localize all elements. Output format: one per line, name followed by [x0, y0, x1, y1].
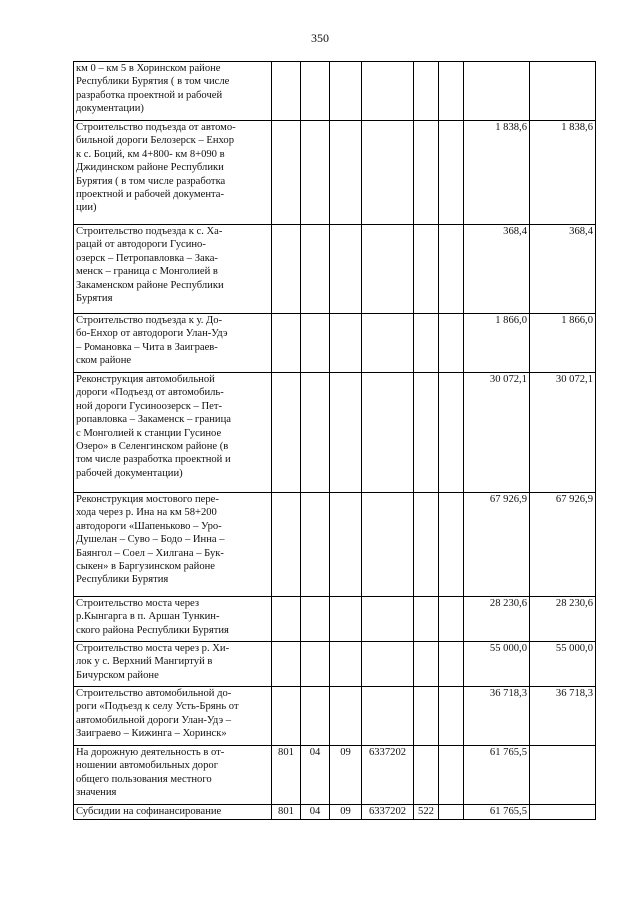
section-code — [301, 225, 330, 314]
empty-cell — [439, 642, 464, 687]
sum-column-2: 67 926,9 — [530, 493, 596, 597]
section-code — [301, 62, 330, 121]
sum-total: 1 866,0 — [464, 314, 530, 373]
subsection-code — [330, 62, 362, 121]
row-description: Строительство подъезда к у. До- бо-Енхор от автодороги Улан-Удэ – Романовка – Чита в Заиграев- ском районе — [74, 314, 272, 373]
sum-total — [464, 62, 530, 121]
expense-type-code — [414, 225, 439, 314]
target-article-code — [362, 225, 414, 314]
target-article-code — [362, 493, 414, 597]
subsection-code — [330, 373, 362, 493]
section-code — [301, 121, 330, 225]
target-article-code — [362, 373, 414, 493]
section-code — [301, 642, 330, 687]
target-article-code — [362, 597, 414, 642]
section-code — [301, 597, 330, 642]
sum-total: 61 765,5 — [464, 805, 530, 820]
expense-type-code — [414, 62, 439, 121]
sum-column-2: 1 838,6 — [530, 121, 596, 225]
section-code — [301, 493, 330, 597]
table-row — [74, 597, 596, 642]
subsection-code — [330, 597, 362, 642]
row-description: Реконструкция мостового пере- хода через р. Ина на км 58+200 автодороги «Шапеньково – Уро- Душелан – Суво – Бодо – Инна – Баянгол – Соел – Хилгана – Бук- сыкен» в Баргузинском районе Республики Бурятия — [74, 493, 272, 597]
expense-type-code — [414, 746, 439, 805]
section-code — [301, 687, 330, 746]
ministry-code — [272, 225, 301, 314]
table-row — [74, 314, 596, 373]
sum-column-2: 36 718,3 — [530, 687, 596, 746]
table-row — [74, 225, 596, 314]
ministry-code — [272, 493, 301, 597]
row-description: На дорожную деятельность в от- ношении автомобильных дорог общего пользования местного значения — [74, 746, 272, 805]
table-row — [74, 493, 596, 597]
ministry-code — [272, 642, 301, 687]
subsection-code: 09 — [330, 805, 362, 820]
sum-total: 30 072,1 — [464, 373, 530, 493]
empty-cell — [439, 62, 464, 121]
empty-cell — [439, 597, 464, 642]
subsection-code — [330, 493, 362, 597]
target-article-code — [362, 314, 414, 373]
row-description: Реконструкция автомобильной дороги «Подъезд от автомобиль- ной дороги Гусиноозерск – Пет- ропавловка – Закаменск – граница с Монголией к станции Гусиное Озеро» в Селенгинском районе (в том числе разработка проектной и рабочей документации) — [74, 373, 272, 493]
sum-total: 28 230,6 — [464, 597, 530, 642]
sum-column-2 — [530, 805, 596, 820]
sum-total: 55 000,0 — [464, 642, 530, 687]
ministry-code — [272, 121, 301, 225]
sum-total: 36 718,3 — [464, 687, 530, 746]
ministry-code — [272, 314, 301, 373]
section-code — [301, 373, 330, 493]
sum-total: 1 838,6 — [464, 121, 530, 225]
sum-column-2: 368,4 — [530, 225, 596, 314]
subsection-code: 09 — [330, 746, 362, 805]
expense-type-code — [414, 597, 439, 642]
table-row — [74, 62, 596, 121]
ministry-code — [272, 597, 301, 642]
target-article-code — [362, 62, 414, 121]
target-article-code — [362, 687, 414, 746]
table-row — [74, 642, 596, 687]
ministry-code — [272, 687, 301, 746]
ministry-code — [272, 62, 301, 121]
row-description: Субсидии на софинансирование — [74, 805, 272, 820]
subsection-code — [330, 225, 362, 314]
expense-type-code — [414, 121, 439, 225]
empty-cell — [439, 493, 464, 597]
table-row — [74, 805, 596, 820]
ministry-code — [272, 373, 301, 493]
empty-cell — [439, 805, 464, 820]
empty-cell — [439, 687, 464, 746]
expense-type-code — [414, 314, 439, 373]
section-code: 04 — [301, 805, 330, 820]
expense-type-code — [414, 493, 439, 597]
table-body — [74, 62, 596, 820]
empty-cell — [439, 225, 464, 314]
budget-table — [73, 61, 596, 820]
sum-total: 368,4 — [464, 225, 530, 314]
expense-type-code — [414, 373, 439, 493]
target-article-code — [362, 642, 414, 687]
table-row — [74, 373, 596, 493]
sum-total: 67 926,9 — [464, 493, 530, 597]
subsection-code — [330, 121, 362, 225]
empty-cell — [439, 373, 464, 493]
row-description: Строительство подъезда от автомо- бильной дороги Белозерск – Енхор к с. Боций, км 4+800- км 8+090 в Джидинском районе Республики Бурятия ( в том числе разработка проектной и рабочей документа- ции) — [74, 121, 272, 225]
table-row — [74, 121, 596, 225]
sum-total: 61 765,5 — [464, 746, 530, 805]
expense-type-code — [414, 687, 439, 746]
subsection-code — [330, 642, 362, 687]
ministry-code: 801 — [272, 746, 301, 805]
target-article-code: 6337202 — [362, 746, 414, 805]
row-description: Строительство подъезда к с. Ха- рацай от автодороги Гусино- озерск – Петропавловка – Зака- менск – граница с Монголией в Закаменском районе Республики Бурятия — [74, 225, 272, 314]
empty-cell — [439, 121, 464, 225]
page-number: 350 — [311, 31, 329, 45]
target-article-code: 6337202 — [362, 805, 414, 820]
subsection-code — [330, 314, 362, 373]
row-description: Строительство моста через р. Хи- лок у с. Верхний Мангиртуй в Бичурском районе — [74, 642, 272, 687]
row-description: Строительство автомобильной до- роги «Подъезд к селу Усть-Брянь от автомобильной дороги Улан-Удэ – Заиграево – Кижинга – Хоринск» — [74, 687, 272, 746]
expense-type-code — [414, 642, 439, 687]
section-code — [301, 314, 330, 373]
empty-cell — [439, 746, 464, 805]
section-code: 04 — [301, 746, 330, 805]
expense-type-code: 522 — [414, 805, 439, 820]
sum-column-2: 30 072,1 — [530, 373, 596, 493]
sum-column-2 — [530, 62, 596, 121]
subsection-code — [330, 687, 362, 746]
sum-column-2: 28 230,6 — [530, 597, 596, 642]
target-article-code — [362, 121, 414, 225]
empty-cell — [439, 314, 464, 373]
row-description: км 0 – км 5 в Хоринском районе Республики Бурятия ( в том числе разработка проектной и рабочей документации) — [74, 62, 272, 121]
sum-column-2: 55 000,0 — [530, 642, 596, 687]
table-row — [74, 746, 596, 805]
ministry-code: 801 — [272, 805, 301, 820]
table-row — [74, 687, 596, 746]
sum-column-2 — [530, 746, 596, 805]
sum-column-2: 1 866,0 — [530, 314, 596, 373]
row-description: Строительство моста через р.Кынгарга в п. Аршан Тункин- ского района Республики Бурятия — [74, 597, 272, 642]
